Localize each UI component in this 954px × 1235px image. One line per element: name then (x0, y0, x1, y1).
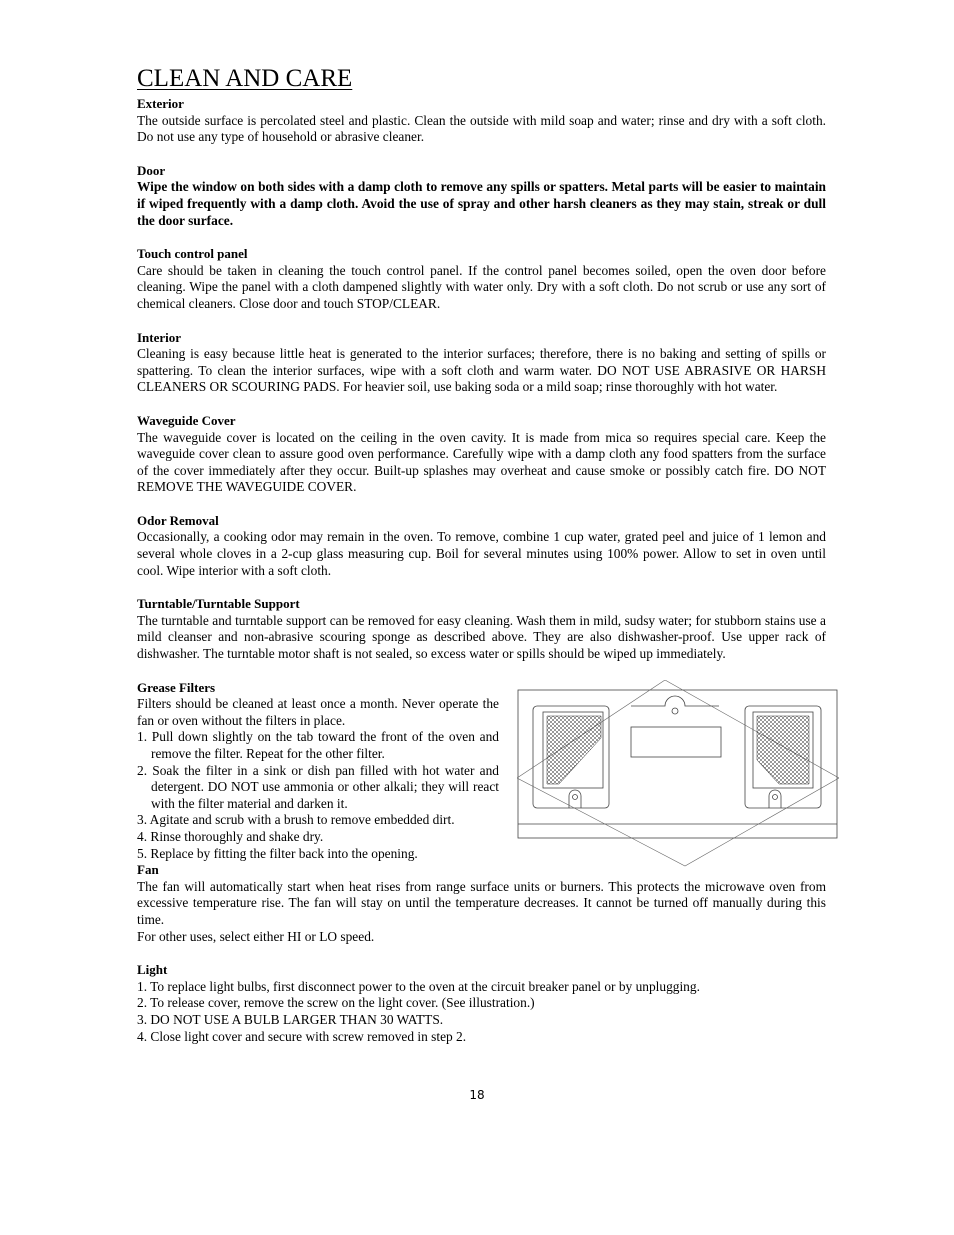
section-body-2: For other uses, select either HI or LO speed. (137, 928, 375, 944)
section-heading: Touch control panel (137, 246, 248, 262)
section-body: Occasionally, a cooking odor may remain in the oven. To remove, combine 1 cup water, grated peel and juice of 1 lemon and several whole cloves in a 2-cup glass measuring cup. Boil for several minutes using 100% power. Allow to set in oven until cool. Wipe interior with a soft cloth. (137, 529, 826, 578)
section-body: Filters should be cleaned at least once a month. Never operate the fan or oven without the filters in place. (137, 696, 499, 728)
section-turntable (137, 596, 826, 662)
section-body: Care should be taken in cleaning the touch control panel. If the control panel becomes soiled, open the oven door before cleaning. Wipe the panel with a cloth dampened slightly with water only. Dry with a soft cloth. Do not scrub or use any sort of chemical cleaners. Close door and touch STOP/CLEAR. (137, 262, 826, 311)
list-item: 1. To replace light bulbs, first disconnect power to the oven at the circuit breaker panel or by unplugging. (137, 978, 700, 994)
document-page (137, 64, 826, 1062)
section-body: The outside surface is percolated steel and plastic. Clean the outside with mild soap and water; rinse and dry with a soft cloth. Do not use any type of household or abrasive cleaner. (137, 112, 826, 145)
section-heading: Waveguide Cover (137, 412, 236, 428)
section-door (137, 163, 826, 229)
section-touch-control-panel (137, 246, 826, 312)
section-body: Wipe the window on both sides with a damp cloth to remove any spills or spatters. Metal parts will be easier to maintain if wiped frequently with a damp cloth. Avoid the use of spray and other harsh cleaners as they may stain, streak or dull the door surface. (137, 179, 826, 228)
section-light (137, 962, 826, 1045)
grease-filter-steps (137, 729, 499, 862)
section-grease-filters (137, 680, 826, 863)
section-heading: Exterior (137, 96, 184, 111)
grease-filter-illustration (517, 680, 839, 868)
section-odor-removal (137, 513, 826, 579)
section-heading: Door (137, 162, 166, 178)
section-heading: Odor Removal (137, 512, 219, 528)
section-waveguide-cover (137, 413, 826, 496)
light-steps (137, 979, 826, 1045)
section-body: Cleaning is easy because little heat is generated to the interior surfaces; therefore, there is no baking and setting of spills or spattering. To clean the interior surfaces, wipe with a soft cloth and warm water. DO NOT USE ABRASIVE OR HARSH CLEANERS OR SCOURING PADS. For heavier soil, use baking soda or a mild soap; rinse thoroughly with hot water. (137, 346, 826, 395)
section-heading: Light (137, 962, 168, 978)
section-body: The fan will automatically start when heat rises from range surface units or burners. This protects the microwave oven from excessive temperature rise. The fan will stay on until the temperature decreases. It cannot be turned off manually during this time. (137, 878, 826, 927)
list-item: 2. Soak the filter in a sink or dish pan filled with hot water and detergent. DO NOT use ammonia or other alkali; they will react with the filter material and darken it. (137, 762, 499, 811)
section-body: The turntable and turntable support can be removed for easy cleaning. Wash them in mild, sudsy water; for stubborn stains use a mild cleanser and non-abrasive scouring sponge as described above. They are also dishwasher-proof. Use upper rack of dishwasher. The turntable motor shaft is not sealed, so excess water or spills should be wiped up immediately. (137, 612, 826, 662)
section-heading: Grease Filters (137, 679, 216, 695)
list-item: 4. Close light cover and secure with screw removed in step 2. (137, 1028, 467, 1044)
list-item: 5. Replace by fitting the filter back into the opening. (137, 845, 418, 861)
section-exterior (137, 96, 826, 146)
section-heading: Interior (137, 329, 182, 345)
list-item: 1. Pull down slightly on the tab toward the front of the oven and remove the filter. Repeat for the other filter. (137, 729, 499, 761)
section-fan (137, 862, 826, 945)
page-number: 18 (469, 1088, 485, 1102)
section-heading: Fan (137, 862, 159, 878)
list-item: 3. Agitate and scrub with a brush to remove embedded dirt. (137, 812, 455, 828)
section-interior (137, 330, 826, 396)
section-body: The waveguide cover is located on the ceiling in the oven cavity. It is made from mica so requires special care. Keep the waveguide cover clean to assure good oven performance. Carefully wipe with a damp cloth any food spatters from the surface of the cover immediately after they occur. Built-up splashes may overheat and cause smoke or possibly catch fire. DO NOT REMOVE THE WAVEGUIDE COVER. (137, 429, 826, 495)
section-heading: Turntable/Turntable Support (137, 596, 300, 612)
page-title: CLEAN AND CARE (137, 65, 353, 92)
list-item: 2. To release cover, remove the screw on the light cover. (See illustration.) (137, 995, 535, 1011)
list-item: 4. Rinse thoroughly and shake dry. (137, 828, 324, 844)
list-item: 3. DO NOT USE A BULB LARGER THAN 30 WATTS. (137, 1011, 444, 1027)
